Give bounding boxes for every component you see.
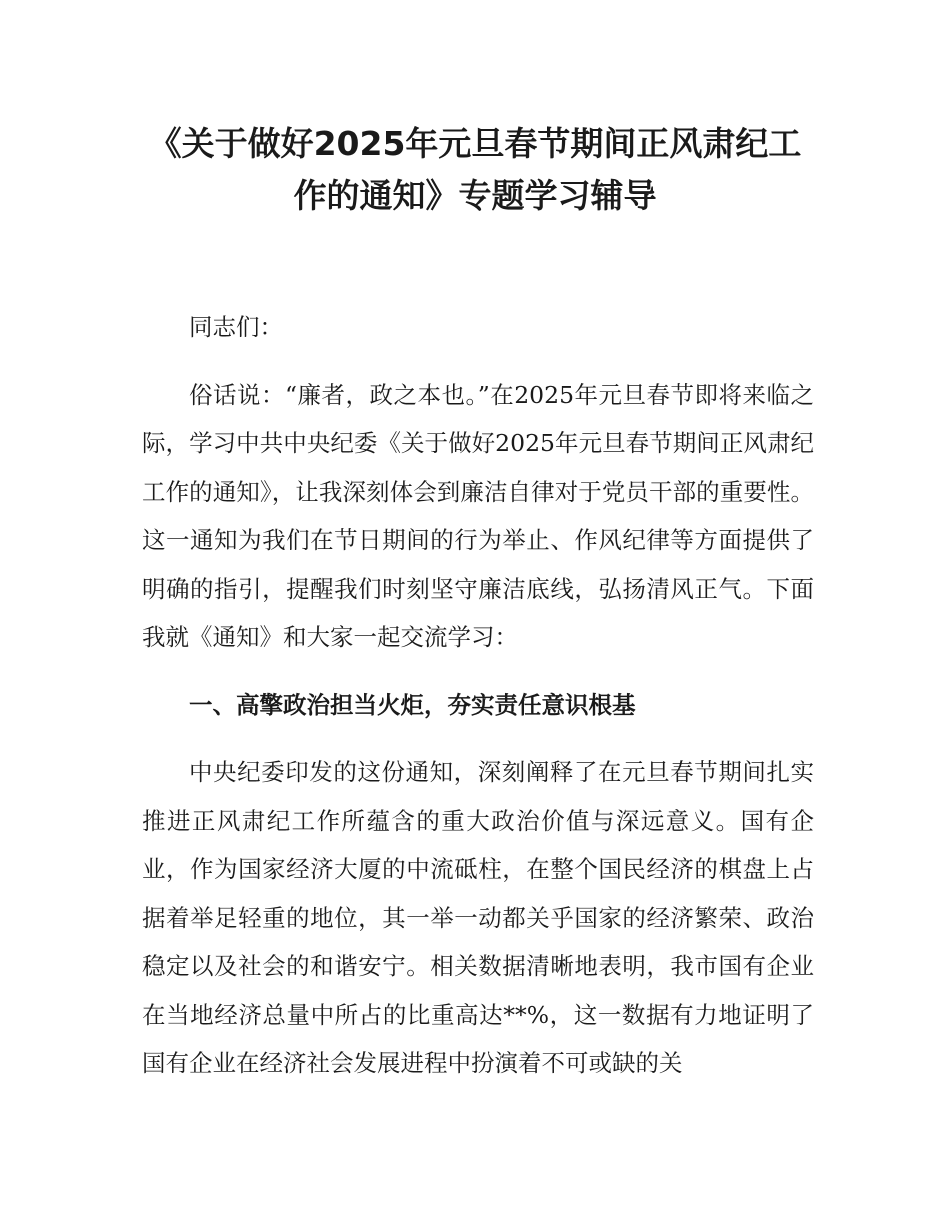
intro-paragraph: 俗话说：“廉者，政之本也。”在2025年元旦春节即将来临之际，学习中共中央纪委《关于做好2025年元旦春节期间正风肃纪工作的通知》，让我深刻体会到廉洁自律对于党员干部的重要性。这一通知为我们在节日期间的行为举止、作风纪律等方面提供了明确的指引，提醒我们时刻坚守廉洁底线，弘扬清风正气。下面我就《通知》和大家一起交流学习： bbox=[142, 380, 814, 651]
section-1-paragraph: 中央纪委印发的这份通知，深刻阐释了在元旦春节期间扎实推进正风肃纪工作所蕴含的重大政治价值与深远意义。国有企业，作为国家经济大厦的中流砥柱，在整个国民经济的棋盘上占据着举足轻重的地位，其一举一动都关乎国家的经济繁荣、政治稳定以及社会的和谐安宁。相关数据清晰地表明，我市国有企业在当地经济总量中所占的比重高达**%，这一数据有力地证明了国有企业在经济社会发展进程中扮演着不可或缺的关 bbox=[142, 758, 814, 1077]
document-body bbox=[142, 303, 814, 1107]
section-heading-1: 一、高擎政治担当火炬，夯实责任意识根基 bbox=[189, 690, 636, 719]
title-line-2: 作的通知》专题学习辅导 bbox=[293, 176, 657, 215]
greeting: 同志们： bbox=[189, 313, 283, 341]
document-title bbox=[100, 118, 850, 222]
title-line-1: 《关于做好2025年元旦春节期间正风肃纪工 bbox=[148, 124, 802, 163]
